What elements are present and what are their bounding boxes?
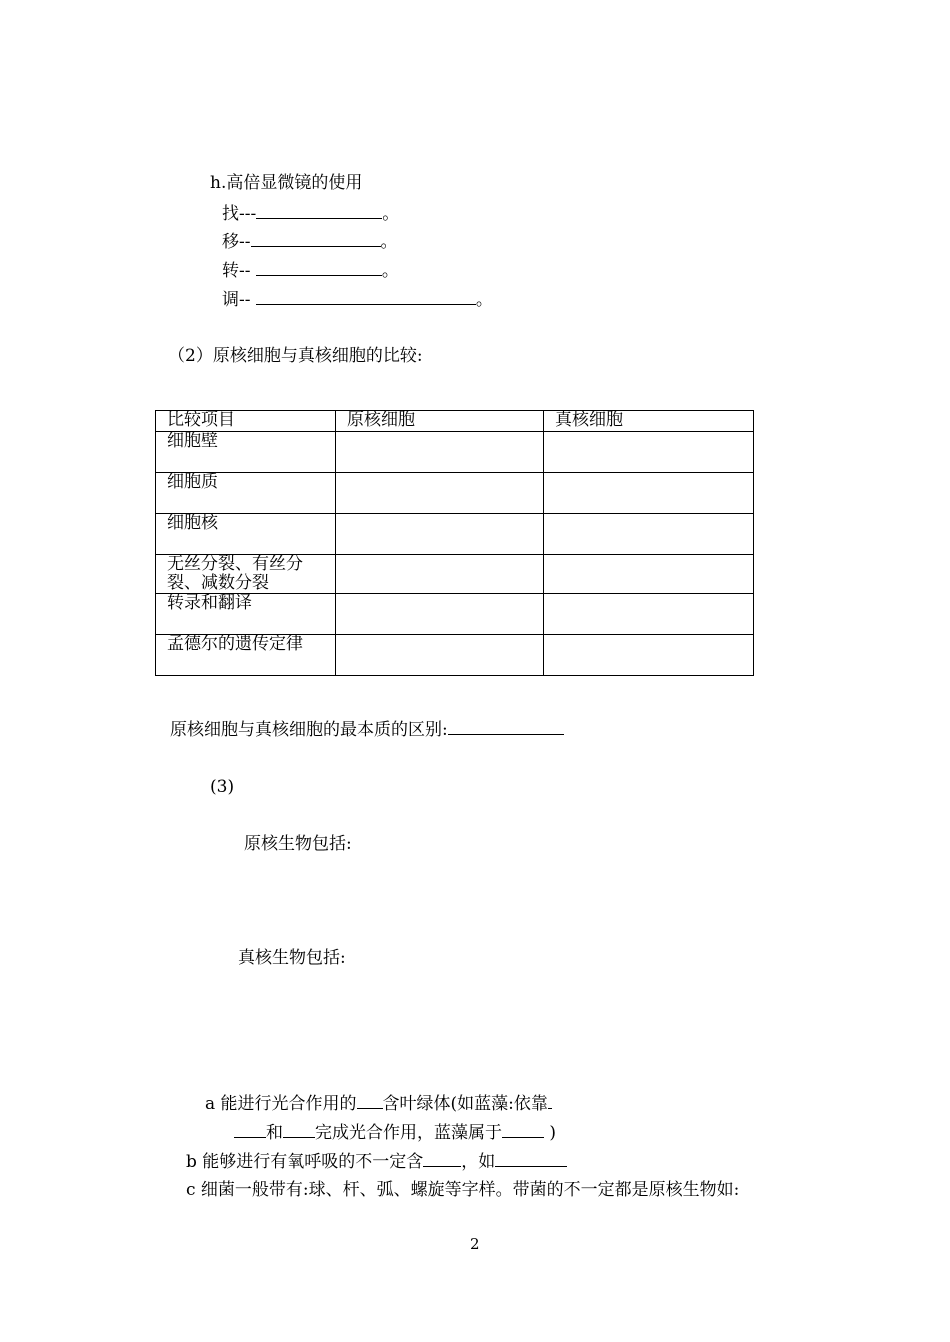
- table-cell-eukaryote[interactable]: [544, 473, 754, 514]
- table-row: [156, 635, 754, 676]
- eukaryote-organisms: 真核生物包括:: [238, 948, 346, 968]
- note-a-blank-4[interactable]: [283, 1121, 315, 1138]
- table-row: [156, 594, 754, 635]
- step-move-label: 移--: [222, 232, 251, 252]
- note-a-end: ): [544, 1123, 557, 1143]
- step-turn-end: 。: [381, 261, 399, 281]
- table-row-label: 细胞核: [156, 514, 336, 555]
- step-turn: [222, 259, 399, 282]
- step-find-end: 。: [382, 204, 400, 224]
- note-a-blank-2[interactable]: [548, 1092, 552, 1109]
- step-find-blank[interactable]: [256, 202, 382, 219]
- note-a-blank-1[interactable]: [357, 1092, 383, 1109]
- table-cell-eukaryote[interactable]: [544, 594, 754, 635]
- table-cell-prokaryote[interactable]: [336, 635, 544, 676]
- note-a-blank-5[interactable]: [502, 1121, 544, 1138]
- table-row: [156, 473, 754, 514]
- note-a-mid: 含叶绿体(如蓝藻:依靠: [382, 1094, 548, 1114]
- step-turn-label: 转--: [222, 261, 256, 281]
- step-adjust-label: 调--: [222, 290, 256, 310]
- difference-blank[interactable]: [448, 718, 564, 735]
- table-row-label: 转录和翻译: [156, 594, 336, 635]
- table-row-label: 孟德尔的遗传定律: [156, 635, 336, 676]
- note-b-blank-2[interactable]: [495, 1150, 567, 1167]
- step-move: [222, 230, 398, 253]
- note-c: c 细菌一般带有:球、杆、弧、螺旋等字样。带菌的不一定都是原核生物如:: [186, 1180, 740, 1200]
- table-row: [156, 555, 754, 594]
- table-header-item: 比较项目: [156, 411, 336, 432]
- note-a-line2: [234, 1121, 556, 1144]
- note-b: [186, 1150, 567, 1173]
- note-b-blank-1[interactable]: [423, 1150, 461, 1167]
- step-adjust-end: 。: [475, 290, 493, 310]
- table-row: [156, 514, 754, 555]
- table-cell-eukaryote[interactable]: [544, 514, 754, 555]
- table-cell-prokaryote[interactable]: [336, 473, 544, 514]
- step-move-end: 。: [380, 232, 398, 252]
- section-3-label: (3): [210, 777, 235, 797]
- table-cell-prokaryote[interactable]: [336, 514, 544, 555]
- page-number: 2: [470, 1235, 480, 1253]
- table-row-label: 细胞质: [156, 473, 336, 514]
- section-2-title: （2）原核细胞与真核细胞的比较:: [168, 346, 423, 366]
- table-cell-prokaryote[interactable]: [336, 594, 544, 635]
- note-b-text: b 能够进行有氧呼吸的不一定含: [186, 1152, 424, 1172]
- table-cell-prokaryote[interactable]: [336, 432, 544, 473]
- step-adjust-blank[interactable]: [256, 288, 476, 305]
- prokaryote-organisms: 原核生物包括:: [244, 834, 352, 854]
- table-cell-eukaryote[interactable]: [544, 635, 754, 676]
- difference-line: [170, 718, 564, 741]
- note-a-text: a 能进行光合作用的: [205, 1094, 357, 1114]
- note-a-and: 和: [266, 1123, 283, 1143]
- note-a-blank-3[interactable]: [234, 1121, 266, 1138]
- step-find: [222, 202, 399, 225]
- step-turn-blank[interactable]: [256, 259, 382, 276]
- table-row-label: 细胞壁: [156, 432, 336, 473]
- section-h-title: h.高倍显微镜的使用: [210, 173, 363, 193]
- difference-text: 原核细胞与真核细胞的最本质的区别:: [170, 720, 448, 740]
- table-header-prokaryote: 原核细胞: [336, 411, 544, 432]
- comparison-table: [155, 410, 754, 676]
- table-cell-prokaryote[interactable]: [336, 555, 544, 594]
- table-row: [156, 432, 754, 473]
- table-row-label: 无丝分裂、有丝分裂、减数分裂: [156, 555, 336, 594]
- table-header-row: [156, 411, 754, 432]
- note-a-mid2: 完成光合作用，蓝藻属于: [315, 1123, 502, 1143]
- table-cell-eukaryote[interactable]: [544, 432, 754, 473]
- table-header-eukaryote: 真核细胞: [544, 411, 754, 432]
- step-move-blank[interactable]: [251, 230, 381, 247]
- table-cell-eukaryote[interactable]: [544, 555, 754, 594]
- note-a-line1: [205, 1092, 552, 1115]
- step-find-label: 找---: [222, 204, 257, 224]
- step-adjust: [222, 288, 493, 311]
- note-b-mid: ，如: [461, 1152, 496, 1172]
